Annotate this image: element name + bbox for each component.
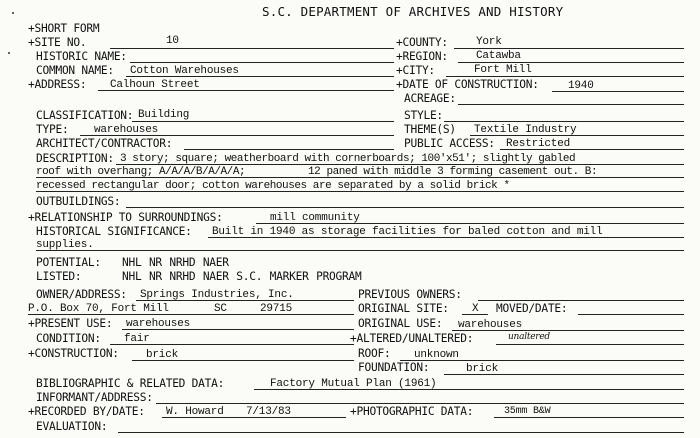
moved-date-label: MOVED/DATE:	[496, 302, 568, 315]
historical-significance-rule-2	[36, 250, 684, 251]
owner-label: OWNER/ADDRESS:	[36, 288, 127, 301]
site-no-value: 10	[166, 35, 179, 47]
original-use-label: ORIGINAL USE:	[358, 317, 443, 330]
photographic-label: +PHOTOGRAPHIC DATA:	[350, 405, 474, 418]
condition-line	[110, 344, 354, 345]
short-form-label: +SHORT FORM	[28, 22, 100, 35]
roof-line	[400, 360, 684, 361]
region-value: Catawba	[476, 50, 521, 62]
style-label: STYLE:	[404, 109, 443, 122]
evaluation-line	[118, 432, 684, 433]
owner-rule-2	[28, 314, 354, 315]
date-of-construction-line	[552, 91, 684, 92]
architect-label: ARCHITECT/CONTRACTOR:	[36, 137, 173, 150]
date-of-construction-label: +DATE OF CONSTRUCTION:	[396, 78, 539, 91]
present-use-label: +PRESENT USE:	[28, 317, 113, 330]
recorded-by-line	[162, 417, 346, 418]
classification-label: CLASSIFICATION:	[36, 109, 134, 122]
description-line-2a: roof with overhang; A/A/A/B/A/A/A;	[36, 166, 246, 178]
county-line	[454, 48, 684, 49]
classification-value: Building	[138, 109, 190, 121]
form-header: S.C. DEPARTMENT OF ARCHIVES AND HISTORY	[262, 4, 564, 19]
historic-name-line	[130, 62, 394, 63]
informant-label: INFORMANT/ADDRESS:	[36, 391, 153, 404]
address-label: +ADDRESS:	[28, 78, 87, 91]
style-line	[444, 121, 684, 122]
historical-significance-line-1: Built in 1940 as storage facilities for baled cotton and mill	[212, 226, 603, 238]
present-use-line	[122, 329, 354, 330]
construction-label: +CONSTRUCTION:	[28, 347, 119, 360]
public-access-line	[500, 149, 684, 150]
recorded-by-name: W. Howard	[166, 406, 224, 418]
bibliographic-label: BIBLIOGRAPHIC & RELATED DATA:	[36, 377, 225, 390]
original-site-label: ORIGINAL SITE:	[358, 302, 449, 315]
architect-line	[184, 149, 394, 150]
city-label: +CITY:	[396, 64, 435, 77]
date-of-construction-value: 1940	[568, 80, 594, 92]
recorded-by-date: 7/13/83	[246, 406, 291, 418]
county-value: York	[476, 36, 502, 48]
evaluation-label: EVALUATION:	[36, 420, 108, 433]
description-label: DESCRIPTION:	[36, 152, 114, 165]
region-label: +REGION:	[396, 50, 448, 63]
themes-value: Textile Industry	[474, 124, 577, 136]
altered-line	[496, 344, 684, 345]
present-use-value: warehouses	[126, 318, 191, 330]
region-line	[458, 62, 684, 63]
type-line	[80, 135, 394, 136]
themes-line	[470, 135, 684, 136]
site-no-label: +SITE NO.	[28, 36, 87, 49]
type-value: warehouses	[94, 124, 159, 136]
city-line	[446, 76, 684, 77]
city-value: Fort Mill	[474, 64, 532, 76]
site-no-line	[110, 48, 394, 49]
acreage-line	[458, 104, 684, 105]
roof-value: unknown	[414, 349, 459, 361]
public-access-value: Restricted	[506, 138, 571, 150]
description-line-3: recessed rectangular door; cotton warehouses are separated by a solid brick *	[36, 180, 510, 192]
themes-label: THEME(S)	[404, 123, 456, 136]
original-site-value: X	[472, 303, 479, 315]
photographic-line	[494, 417, 684, 418]
address-value: Calhoun Street	[110, 79, 200, 91]
bibliographic-value: Factory Mutual Plan (1961)	[270, 378, 437, 390]
foundation-line	[444, 374, 684, 375]
common-name-value: Cotton Warehouses	[130, 65, 239, 77]
informant-line	[156, 403, 684, 404]
foundation-label: FOUNDATION:	[358, 361, 430, 374]
description-rule-3	[36, 191, 684, 192]
owner-line-1: Springs Industries, Inc.	[140, 289, 294, 301]
historic-name-label: HISTORIC NAME:	[36, 50, 127, 63]
address-line	[98, 90, 394, 91]
county-label: +COUNTY:	[396, 36, 448, 49]
relationship-label: +RELATIONSHIP TO SURROUNDINGS:	[28, 211, 223, 224]
altered-value: unaltered	[508, 332, 550, 342]
potential-options: NHL NR NRHD NAER	[122, 256, 229, 269]
previous-owners-label: PREVIOUS OWNERS:	[358, 288, 462, 301]
photographic-value: 35mm B&W	[504, 406, 551, 417]
relationship-value: mill community	[270, 212, 360, 224]
description-line-1: 3 story; square; weatherboard with cornerboards; 100'x51'; slightly gabled	[120, 153, 576, 165]
description-rule-1	[116, 164, 684, 165]
roof-label: ROOF:	[358, 347, 391, 360]
relationship-line	[256, 223, 684, 224]
punch-mark	[8, 52, 10, 54]
condition-value: fair	[124, 333, 150, 345]
common-name-label: COMMON NAME:	[36, 64, 114, 77]
listed-label: LISTED:	[36, 270, 82, 283]
owner-line-2c: 29715	[260, 303, 293, 315]
foundation-value: brick	[466, 363, 499, 375]
historical-significance-label: HISTORICAL SIGNIFICANCE:	[36, 225, 192, 238]
historical-significance-line-2: supplies.	[36, 239, 94, 251]
acreage-label: ACREAGE:	[404, 92, 456, 105]
owner-line-2a: P.O. Box 70, Fort Mill	[28, 303, 169, 315]
bibliographic-line	[254, 389, 684, 390]
outbuildings-label: OUTBUILDINGS:	[36, 195, 121, 208]
potential-label: POTENTIAL:	[36, 256, 101, 269]
original-use-value: warehouses	[458, 319, 523, 331]
historical-significance-rule-1	[208, 237, 684, 238]
classification-line	[132, 121, 394, 122]
common-name-line	[126, 76, 394, 77]
punch-mark	[12, 12, 14, 14]
owner-rule-1	[136, 300, 354, 301]
description-line-2b: 12 paned with middle 3 forming casement out. B:	[308, 166, 598, 178]
original-use-line	[452, 330, 684, 331]
owner-line-2b: SC	[214, 303, 227, 315]
outbuildings-line	[126, 207, 684, 208]
moved-date-line	[578, 314, 684, 315]
description-rule-2	[36, 177, 684, 178]
condition-label: CONDITION:	[36, 332, 101, 345]
listed-options: NHL NR NRHD NAER S.C. MARKER PROGRAM	[122, 270, 362, 283]
recorded-by-label: +RECORDED BY/DATE:	[28, 405, 145, 418]
altered-label: +ALTERED/UNALTERED:	[350, 332, 474, 345]
original-site-line	[462, 314, 488, 315]
construction-line	[132, 360, 354, 361]
previous-owners-line	[478, 300, 684, 301]
construction-value: brick	[146, 349, 179, 361]
type-label: TYPE:	[36, 123, 69, 136]
public-access-label: PUBLIC ACCESS:	[404, 137, 495, 150]
